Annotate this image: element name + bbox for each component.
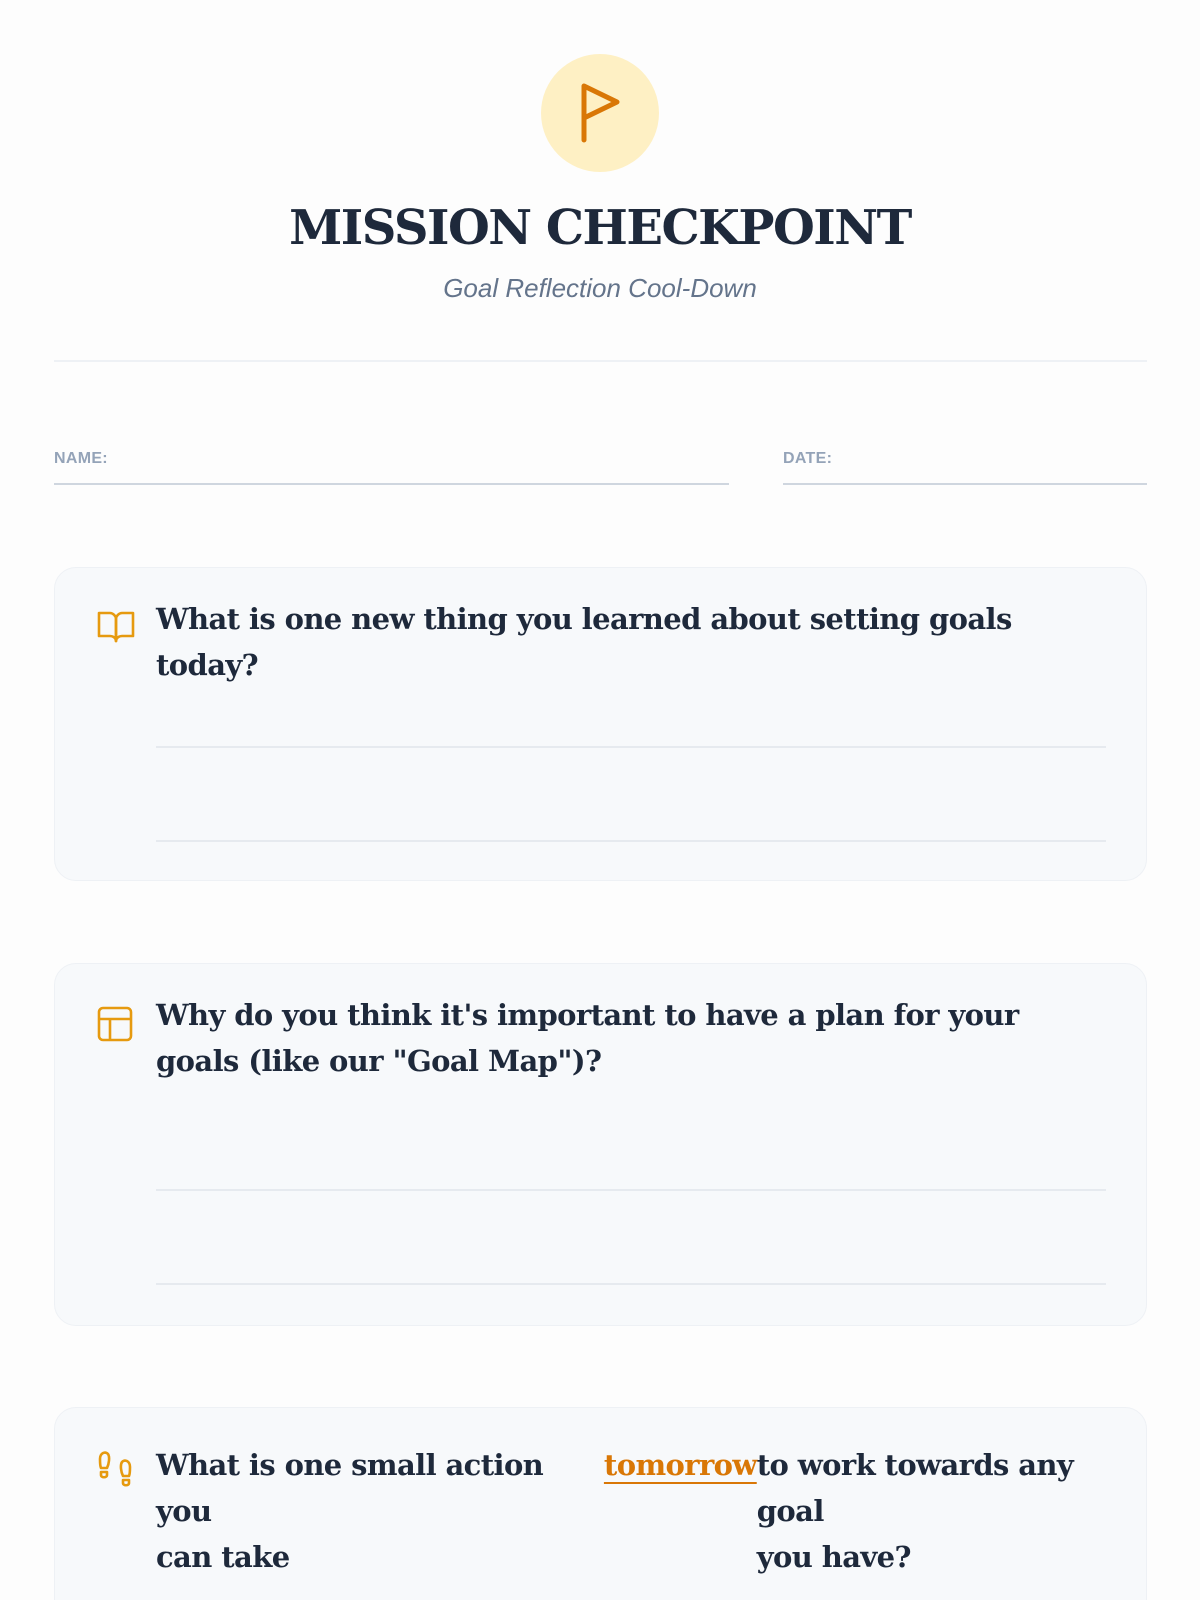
answer-line[interactable]	[156, 1189, 1106, 1191]
page-subtitle: Goal Reflection Cool-Down	[443, 273, 757, 303]
question-3-text	[156, 1442, 1146, 1580]
date-label: DATE:	[783, 450, 833, 467]
page-title: MISSION CHECKPOINT	[289, 200, 911, 256]
question-2-text: Why do you think it's important to have a plan for your goals (like our "Goal Map")?	[156, 998, 1019, 1078]
question-3-part-1	[156, 1442, 604, 1580]
footprints-icon	[97, 1450, 133, 1488]
name-label: NAME:	[54, 450, 108, 467]
name-field[interactable]	[54, 450, 729, 485]
date-field[interactable]	[783, 450, 1147, 485]
book-open-icon	[97, 610, 135, 644]
answer-line[interactable]	[156, 1283, 1106, 1285]
question-card-1	[54, 567, 1147, 881]
question-1-text: What is one new thing you learned about setting goals today?	[156, 602, 1012, 682]
question-card-2	[54, 963, 1147, 1326]
header-divider	[54, 360, 1147, 362]
highlight-word: tomorrow	[603, 1448, 757, 1482]
question-card-3	[54, 1407, 1147, 1600]
question-3-part-2-line-2: you have?	[756, 1540, 911, 1574]
answer-line[interactable]	[156, 746, 1106, 748]
flag-badge	[541, 54, 659, 172]
question-3-part-1-line-2: can take	[156, 1540, 290, 1574]
layout-icon	[97, 1006, 133, 1042]
question-3-part-2	[757, 1442, 1146, 1580]
flag-icon	[577, 80, 625, 144]
answer-line[interactable]	[156, 840, 1106, 842]
question-3-part-2-line-1: to work towards any goal	[756, 1448, 1074, 1528]
question-3-part-1-line-1: What is one small action you	[156, 1448, 544, 1528]
